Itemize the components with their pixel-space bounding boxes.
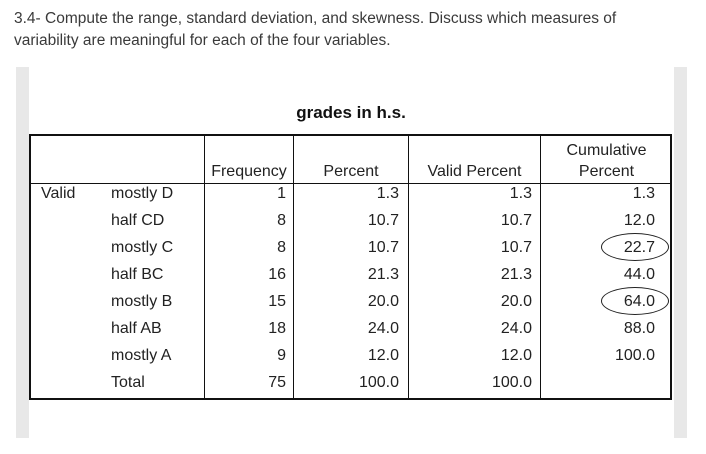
table-title: grades in h.s.: [296, 103, 406, 122]
group-label-valid: Valid: [41, 185, 76, 202]
cell-cumulative: 22.7: [623, 239, 655, 256]
row-label: half CD: [111, 212, 165, 229]
cell-valid-percent: 20.0: [500, 293, 532, 310]
cell-cumulative: 88.0: [623, 320, 655, 337]
cell-frequency: 9: [277, 347, 286, 364]
cell-cumulative: [541, 369, 655, 396]
cell-cumulative: 12.0: [623, 212, 655, 229]
cell-valid-percent: 21.3: [500, 266, 532, 283]
question-line-1: 3.4- Compute the range, standard deviation, and skewness. Discuss which measures of: [14, 10, 617, 27]
cell-valid-percent: 24.0: [500, 320, 532, 337]
cell-cumulative: 44.0: [623, 266, 655, 283]
row-label: mostly B: [111, 293, 173, 310]
cell-cumulative: 100.0: [614, 347, 655, 364]
cell-percent: 10.7: [367, 239, 399, 256]
circled-annotation-64-0: [601, 287, 669, 315]
cell-percent: 12.0: [367, 347, 399, 364]
header-percent: Percent: [323, 163, 379, 180]
cell-percent: 1.3: [376, 185, 399, 202]
question-line-2: variability are meaningful for each of the four variables.: [14, 32, 391, 49]
cell-cumulative: 64.0: [623, 293, 655, 310]
row-label: mostly C: [111, 239, 174, 256]
cell-percent: 100.0: [358, 374, 399, 391]
row-label: half AB: [111, 320, 162, 337]
header-frequency: Frequency: [211, 163, 287, 180]
row-label: mostly A: [111, 347, 172, 364]
cell-frequency: 8: [277, 212, 286, 229]
header-cumulative-line1: Cumulative: [566, 142, 647, 159]
cell-percent: 10.7: [367, 212, 399, 229]
cell-frequency: 8: [277, 239, 286, 256]
cell-frequency: 18: [268, 320, 286, 337]
frequency-table: [29, 134, 672, 400]
cell-valid-percent: 1.3: [509, 185, 532, 202]
cell-percent: 24.0: [367, 320, 399, 337]
circled-annotation-22-7: [601, 233, 669, 261]
row-label: half BC: [111, 266, 164, 283]
row-label: mostly D: [111, 185, 174, 202]
header-valid-percent: Valid Percent: [427, 163, 522, 180]
cell-valid-percent: 10.7: [500, 239, 532, 256]
row-label: Total: [111, 374, 145, 391]
cell-valid-percent: 12.0: [500, 347, 532, 364]
cell-frequency: 16: [268, 266, 286, 283]
header-cumulative-line2: Percent: [578, 163, 635, 180]
cell-valid-percent: 10.7: [500, 212, 532, 229]
cell-frequency: 75: [268, 374, 286, 391]
cell-frequency: 15: [268, 293, 286, 310]
cell-valid-percent: 100.0: [491, 374, 532, 391]
cell-cumulative: 1.3: [632, 185, 655, 202]
cell-frequency: 1: [277, 185, 286, 202]
table-figure-inner: [29, 67, 674, 438]
table-figure: [16, 67, 687, 438]
cell-percent: 21.3: [367, 266, 399, 283]
question-text: [14, 8, 694, 52]
cell-percent: 20.0: [367, 293, 399, 310]
